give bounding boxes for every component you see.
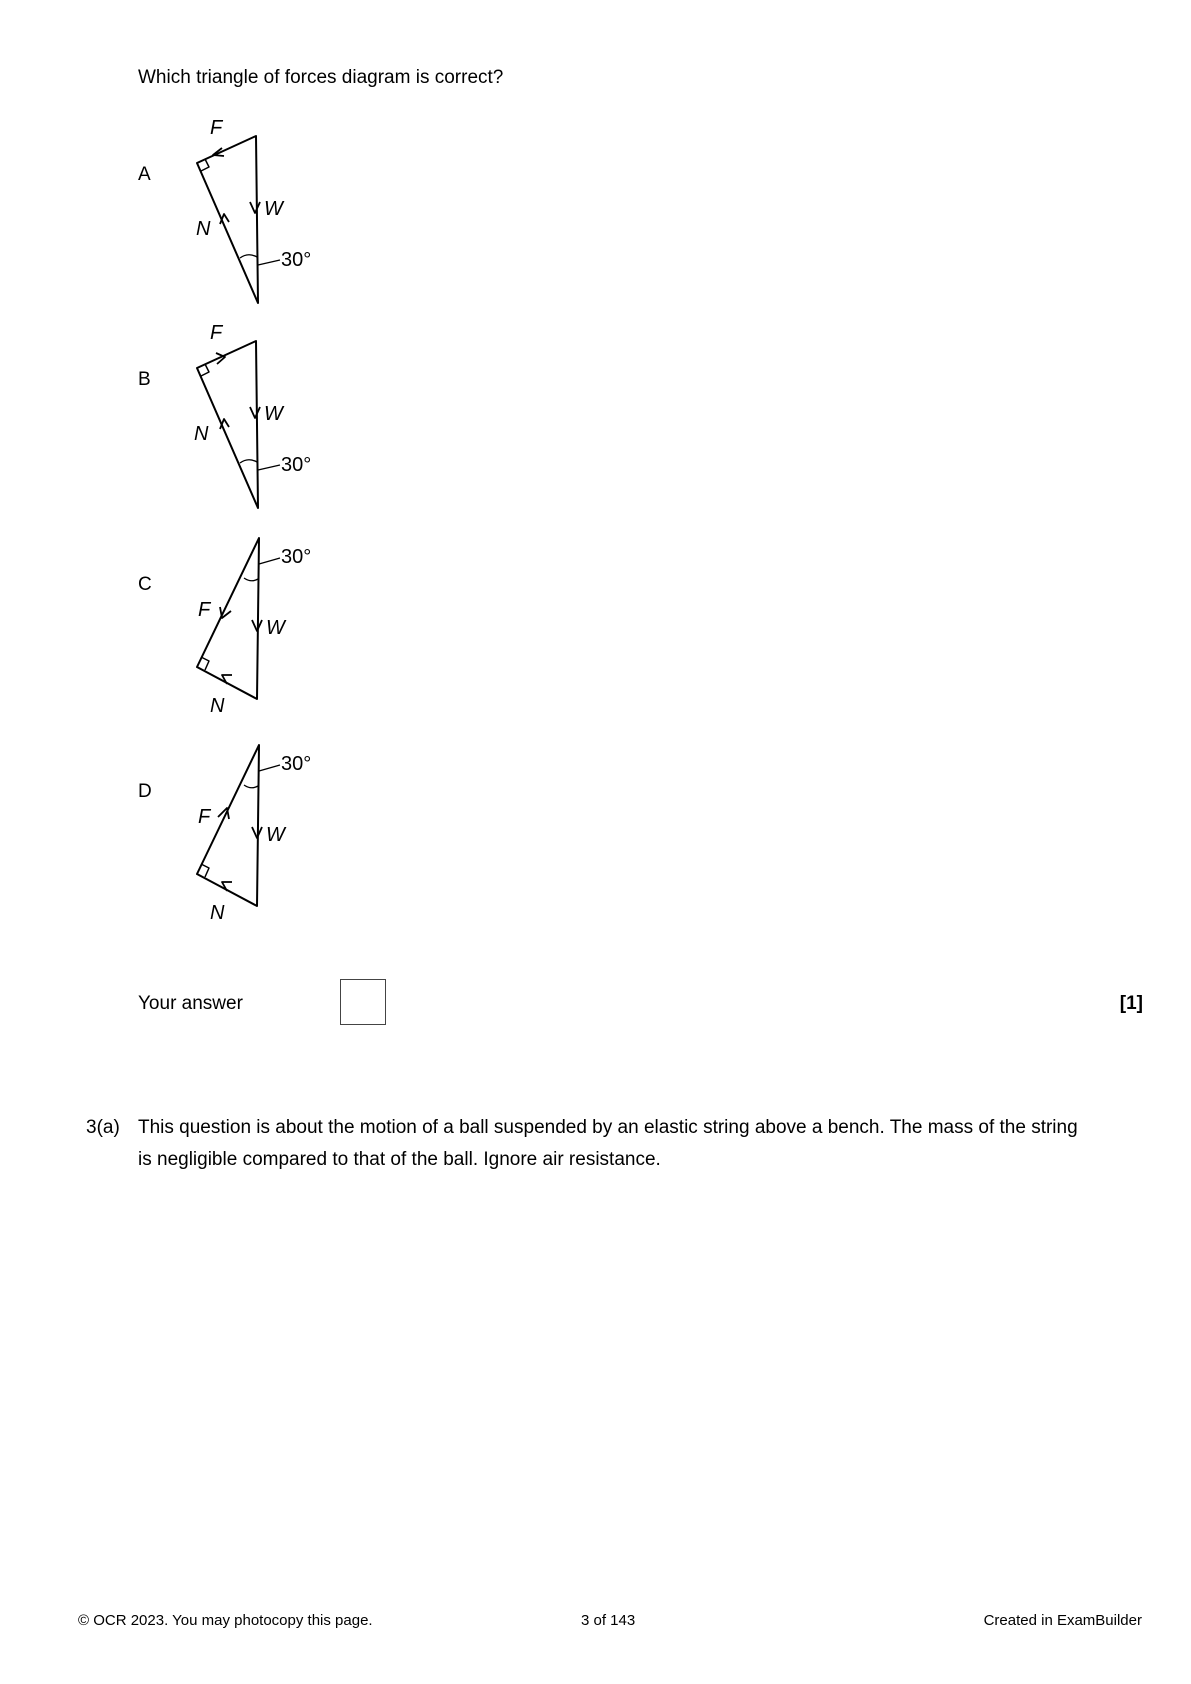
question-text-line-2: is negligible compared to that of the ball. Ignore air resistance. [138,1149,661,1170]
label-w: W [266,824,285,846]
option-letter-a: A [138,164,151,185]
label-w: W [266,617,285,639]
label-n: N [196,218,211,240]
option-letter-d: D [138,781,152,802]
label-f: F [198,806,211,828]
label-n: N [210,902,225,924]
triangle-diagram-d [180,739,330,929]
answer-box[interactable] [340,979,386,1025]
question-text [138,1112,1148,1176]
label-n: N [210,695,225,717]
question-text-line-1: This question is about the motion of a ball suspended by an elastic string above a bench. The mass of the string [138,1117,1078,1138]
option-letter-b: B [138,369,151,390]
label-angle: 30° [281,249,312,271]
marks-label: [1] [1119,993,1143,1014]
triangle-diagram-c [180,532,330,722]
triangle-diagram-b [180,323,330,513]
your-answer-label: Your answer [138,993,243,1014]
question-number: 3(a) [86,1117,120,1138]
label-angle: 30° [281,454,312,476]
label-angle: 30° [281,546,312,568]
label-n: N [194,423,209,445]
footer-page-number: 3 of 143 [581,1612,636,1629]
footer-created: Created in ExamBuilder [983,1612,1142,1629]
label-f: F [210,323,223,344]
label-f: F [198,599,211,621]
label-f: F [210,118,223,139]
option-letter-c: C [138,574,152,595]
label-w: W [264,403,283,425]
label-w: W [264,198,283,220]
triangle-diagram-a [180,118,330,308]
label-angle: 30° [281,753,312,775]
footer-copyright: © OCR 2023. You may photocopy this page. [78,1612,373,1629]
question-prompt: Which triangle of forces diagram is correct? [138,67,504,88]
